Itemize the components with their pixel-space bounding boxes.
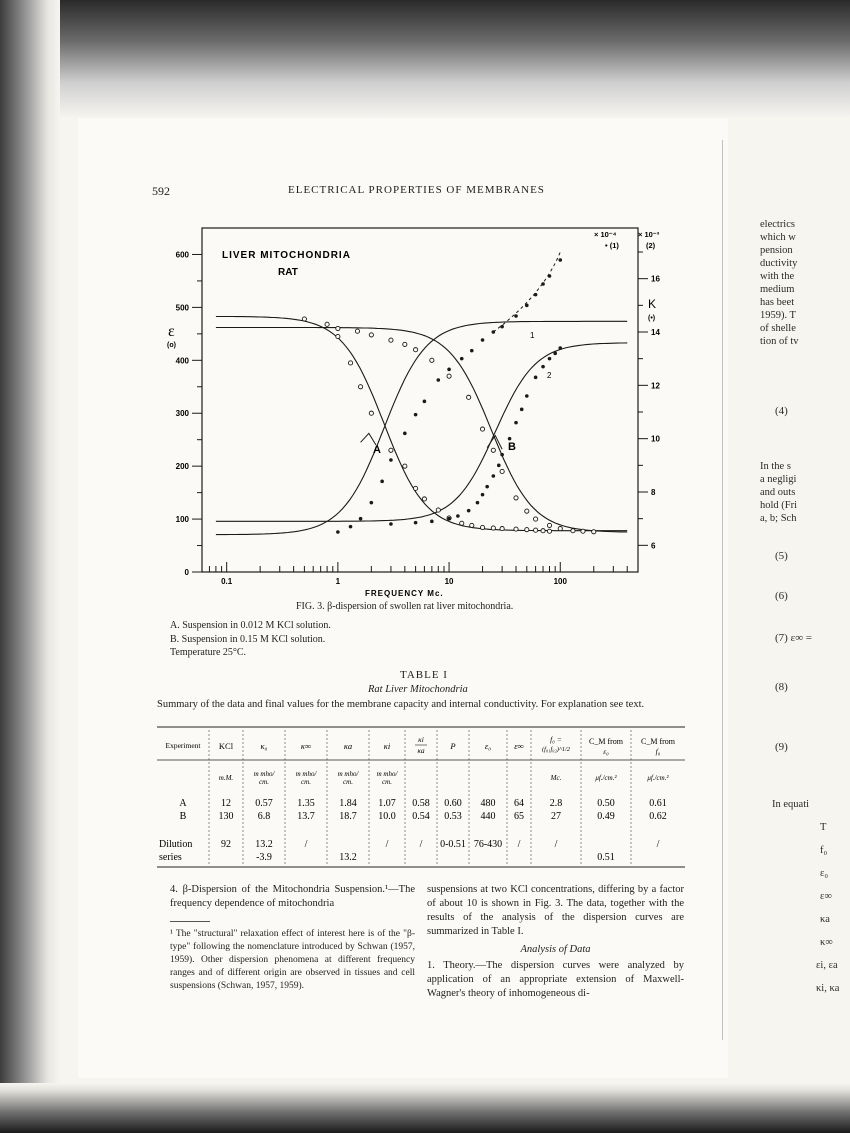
y-left-tick-label: 400 [175, 356, 189, 366]
table-cell-r2-c2: 13.2 [255, 839, 273, 850]
table-unit: cm. [259, 778, 269, 786]
chart-markers [302, 258, 596, 534]
table-header-11: C_M from [589, 737, 623, 746]
table-cell-r2-c12: / [656, 839, 660, 850]
data-point-1 [359, 517, 363, 521]
section-4-para: 4. β-Dispersion of the Mitochondria Suspension.¹—The frequency dependence of mitochondria [170, 884, 415, 909]
table-cell-r0-c12: 0.61 [649, 798, 667, 809]
data-point-2 [430, 520, 434, 524]
margin-line: ductivity [760, 258, 798, 269]
table-unit: m mho/ [376, 770, 398, 778]
data-point-A [369, 411, 373, 415]
table-header-12: f₀ [655, 747, 661, 756]
table-cell-r0-c5: 1.07 [378, 798, 396, 809]
data-point-2 [553, 352, 557, 356]
data-point-A [534, 528, 538, 532]
table-cell-r1-c7: 0.53 [444, 811, 462, 822]
continued-para: suspensions at two KCl concentrations, differing by a factor of about 10 is shown in Fig. 3. The data, together with the results of the analysis of the dispersion curves are summarized in Table I. [427, 884, 684, 937]
table-cell-r2-c0: Dilution [159, 839, 193, 850]
data-point-B [480, 427, 484, 431]
table-cell-r2-c10: / [554, 839, 558, 850]
margin-line: which w [760, 232, 796, 243]
data-point-B [525, 509, 529, 513]
table-header-9: ε∞ [514, 741, 524, 751]
curve-label-1: 1 [530, 331, 535, 340]
y-right-tick-label: 10 [651, 434, 660, 444]
margin-line: electrics [760, 219, 795, 230]
table-unit: μf./cm.² [647, 774, 669, 782]
data-point-A [358, 385, 362, 389]
adjacent-page-text-2 [760, 460, 797, 525]
y-left-tick-label: 500 [175, 303, 189, 313]
margin-line: a, b; Sch [760, 513, 797, 524]
y-right-tick-label: 8 [651, 488, 656, 497]
table-header-3: κ∞ [300, 741, 312, 751]
y-left-tick-label: 300 [175, 409, 189, 419]
data-point-B [336, 326, 340, 330]
table-cell-r0-c11: 0.50 [597, 798, 615, 809]
y-left-tick-label: 600 [175, 250, 189, 260]
y-right-tick-label: 16 [651, 274, 660, 284]
data-point-2 [476, 501, 480, 505]
table-cell-r2-c6: / [419, 839, 423, 850]
chart-frame [202, 228, 638, 572]
margin-line: 1959). T [760, 310, 796, 321]
data-point-1 [389, 458, 393, 462]
y-right-tick-label: 12 [651, 381, 660, 391]
y-left-tick-label: 200 [175, 462, 189, 472]
right-column [427, 883, 684, 1001]
table-subtitle: Rat Liver Mitochondria [368, 684, 468, 695]
data-point-1 [492, 330, 496, 334]
table-cell-r1-c1: 130 [218, 811, 234, 822]
data-point-B [447, 374, 451, 378]
table-cell-r2-c9: / [517, 839, 521, 850]
chart-ticks [176, 250, 661, 586]
curve-2-K [216, 343, 627, 521]
table-title: TABLE I [400, 669, 448, 681]
table-cell-r3-c11: 0.51 [597, 852, 615, 863]
data-point-1 [423, 400, 427, 404]
data-point-A [514, 527, 518, 531]
table-cell-r1-c11: 0.49 [597, 811, 615, 822]
margin-line: In the s [760, 461, 791, 472]
x-axis-label: FREQUENCY Mc. [365, 589, 444, 598]
figure-caption: FIG. 3. β-dispersion of swollen rat liver mitochondria. [296, 601, 514, 612]
scan-shadow-left [0, 0, 60, 1133]
data-point-B [491, 448, 495, 452]
margin-line: εi, εa [816, 960, 838, 971]
chart-subtitle: RAT [278, 267, 298, 278]
table-unit: μf./cm.² [595, 774, 617, 782]
table-cell-r0-c8: 480 [480, 798, 496, 809]
data-point-1 [436, 378, 440, 382]
margin-line: and outs [760, 487, 796, 498]
table-cell-r0-c3: 1.35 [297, 798, 315, 809]
margin-eq-4: (4) [775, 405, 788, 417]
data-point-B [403, 342, 407, 346]
table-cell-r0-c7: 0.60 [444, 798, 462, 809]
data-point-2 [447, 517, 451, 521]
table-header-10: f₀ = [550, 735, 562, 744]
table-cell-r2-c5: / [385, 839, 389, 850]
data-point-1 [414, 413, 418, 417]
table-unit: cm. [382, 778, 392, 786]
table-cells [157, 727, 685, 867]
margin-line: T [820, 822, 827, 833]
table-header-4: κa [343, 741, 353, 751]
data-point-A [460, 521, 464, 525]
y-left-label-sub: (o) [167, 342, 176, 349]
data-point-2 [534, 376, 538, 380]
curve-label-A: A [373, 444, 381, 456]
data-point-B [581, 529, 585, 533]
table-unit: m mho/ [295, 770, 317, 778]
data-point-A [480, 525, 484, 529]
table-cell-r0-c0: A [179, 798, 187, 809]
figure-3-chart [150, 220, 670, 610]
curve-B-eps [216, 328, 627, 533]
data-point-2 [508, 437, 512, 441]
table-unit: m mho/ [337, 770, 359, 778]
data-point-A [403, 464, 407, 468]
data-point-1 [548, 274, 552, 278]
curve-label-B: B [508, 441, 516, 453]
x-tick-label: 0.1 [221, 577, 233, 586]
running-head: ELECTRICAL PROPERTIES OF MEMBRANES [288, 184, 545, 196]
table-cell-r1-c12: 0.62 [649, 811, 667, 822]
data-point-B [413, 348, 417, 352]
margin-line: In equati [772, 799, 810, 810]
table-cell-r0-c9: 64 [514, 798, 524, 809]
table-cell-r2-c3: / [304, 839, 308, 850]
margin-line: tion of tv [760, 336, 799, 347]
table-header-7: P [450, 741, 456, 751]
data-point-1 [514, 314, 518, 318]
data-point-B [500, 469, 504, 473]
margin-eq-8: (8) [775, 681, 788, 693]
table-unit: cm. [343, 778, 353, 786]
table-summary: Summary of the data and final values for the membrane capacity and internal conductivity. For explanation see text. [157, 699, 645, 710]
chart-title: LIVER MITOCHONDRIA [222, 250, 351, 261]
data-point-1 [481, 338, 485, 342]
footnote: ¹ The "structural" relaxation effect of interest here is of the "β-type" following the nomenclature introduced by Schwan (1957, 1959). Other dispersion phenomena at different frequency ranges and of different origin are observed in tissues and cell suspensions (Schwan, 1957, 1959). [170, 929, 415, 991]
table-cell-r1-c0: B [179, 811, 187, 822]
y-left-tick-label: 100 [175, 515, 189, 525]
data-point-A [500, 527, 504, 531]
table-cell-r1-c2: 6.8 [257, 811, 271, 822]
margin-line: medium [760, 284, 795, 295]
table-cell-r0-c1: 12 [221, 798, 231, 809]
curve-1-dashed [493, 252, 560, 332]
data-point-1 [403, 432, 407, 436]
x-tick-label: 100 [553, 577, 567, 586]
table-unit: m.M. [218, 774, 234, 782]
data-point-1 [370, 501, 374, 505]
table-cell-r3-c0: series [159, 852, 182, 863]
margin-line: f₀ [820, 845, 828, 856]
table-header-12: C_M from [641, 737, 675, 746]
curve-1-K [216, 321, 627, 534]
margin-eq-5: (5) [775, 550, 788, 562]
legend-line-temp: Temperature 25°C. [170, 647, 247, 658]
data-point-B [430, 358, 434, 362]
table-cell-r1-c6: 0.54 [412, 811, 430, 822]
data-point-1 [460, 357, 464, 361]
margin-eq-9: (9) [775, 741, 788, 753]
margin-line: of shelle [760, 323, 796, 334]
data-point-A [302, 317, 306, 321]
data-point-1 [558, 258, 562, 262]
plot-border [202, 228, 638, 572]
right-scale-header-2: × 10⁻³ [638, 230, 660, 239]
curve-A-eps [216, 317, 627, 531]
legend-line-b: B. Suspension in 0.15 M KCl solution. [170, 633, 326, 645]
table-cell-r2-c1: 92 [221, 839, 231, 850]
table-header-10: (f₀₁f₀₂)^1/2 [541, 746, 571, 753]
data-point-2 [456, 514, 460, 518]
table-cell-r0-c6: 0.58 [412, 798, 430, 809]
right-scale-mark-2: (2) [646, 241, 656, 250]
data-point-2 [389, 522, 393, 526]
data-point-B [547, 523, 551, 527]
data-point-1 [470, 349, 474, 353]
data-point-2 [481, 493, 485, 497]
y-right-label-sub: (•) [648, 315, 656, 322]
table-cell-r1-c5: 10.0 [378, 811, 396, 822]
table-header-8: ε₀ [484, 741, 492, 751]
data-table [157, 726, 685, 868]
table-unit: m mho/ [253, 770, 275, 778]
table-cell-r1-c4: 18.7 [339, 811, 357, 822]
legend-line-a: A. Suspension in 0.012 M KCl solution. [170, 620, 331, 631]
curve-label-2: 2 [547, 371, 552, 380]
data-point-2 [558, 346, 562, 350]
table-header-6: κa [417, 746, 425, 755]
data-point-A [541, 529, 545, 533]
chart-curves [216, 252, 627, 535]
data-point-A [525, 528, 529, 532]
x-tick-label: 1 [335, 577, 341, 586]
y-right-tick-label: 6 [651, 541, 656, 551]
y-left-tick-label: 0 [184, 568, 189, 577]
table-cell-r0-c2: 0.57 [255, 798, 273, 809]
data-point-A [547, 529, 551, 533]
data-point-1 [541, 282, 545, 286]
theory-para: 1. Theory.—The dispersion curves were analyzed by application of an appropriate extension of Maxwell-Wagner's theory of inhomogeneous di- [427, 960, 684, 999]
gutter-line [722, 140, 723, 1040]
table-cell-r1-c10: 27 [551, 811, 561, 822]
margin-line: pension [760, 245, 793, 256]
table-header-11: ε₀ [603, 747, 609, 756]
data-point-B [571, 529, 575, 533]
table-cell-r1-c8: 440 [480, 811, 496, 822]
data-point-B [389, 338, 393, 342]
margin-eq-7: (7) ε∞ = [775, 632, 812, 644]
table-cell-r1-c3: 13.7 [297, 811, 315, 822]
margin-line: κ∞ [820, 937, 833, 948]
table-unit: Mc. [550, 774, 562, 782]
data-point-B [467, 395, 471, 399]
data-point-B [355, 329, 359, 333]
data-point-B [592, 530, 596, 534]
data-point-2 [414, 521, 418, 525]
data-point-A [325, 322, 329, 326]
margin-line: κi, κa [816, 983, 840, 994]
scan-shadow-bottom [0, 1083, 850, 1133]
data-point-1 [447, 368, 451, 372]
data-point-1 [349, 525, 353, 529]
x-tick-label: 10 [444, 577, 454, 586]
table-cell-r2-c7: 0-0.51 [440, 839, 466, 850]
adjacent-page-symbols [772, 793, 839, 1000]
right-scale-mark-1: • (1) [605, 241, 619, 250]
table-header-6: κi [418, 735, 424, 744]
page-number: 592 [152, 184, 170, 198]
data-point-2 [514, 421, 518, 425]
margin-eq-6: (6) [775, 590, 788, 602]
data-point-2 [520, 408, 524, 412]
table-header-0: Experiment [165, 741, 201, 750]
table-header-2: κ₀ [260, 741, 268, 751]
adjacent-page-text [760, 218, 799, 348]
margin-line: a negligi [760, 474, 797, 485]
figure-legend [170, 619, 331, 660]
data-point-2 [467, 509, 471, 513]
margin-line: with the [760, 271, 795, 282]
data-point-1 [500, 325, 504, 329]
data-point-A [389, 448, 393, 452]
data-point-A [336, 334, 340, 338]
table-cell-r3-c2: -3.9 [256, 852, 272, 863]
footnote-rule [170, 921, 210, 922]
y-left-label: ε [168, 323, 175, 340]
table-cell-r2-c8: 76-430 [473, 839, 503, 850]
margin-line: ε∞ [820, 891, 832, 902]
data-point-2 [485, 485, 489, 489]
data-point-2 [500, 453, 504, 457]
data-point-2 [497, 464, 501, 468]
data-point-B [534, 517, 538, 521]
data-point-2 [541, 365, 545, 369]
data-point-A [470, 523, 474, 527]
table-unit: cm. [301, 778, 311, 786]
data-point-A [436, 508, 440, 512]
data-point-B [514, 496, 518, 500]
data-point-1 [380, 480, 384, 484]
data-point-A [413, 486, 417, 490]
data-point-2 [492, 474, 496, 478]
data-point-A [491, 526, 495, 530]
section-heading: Analysis of Data [520, 944, 591, 955]
y-right-label: K [648, 297, 657, 311]
data-point-A [422, 497, 426, 501]
data-point-B [369, 333, 373, 337]
data-point-A [348, 361, 352, 365]
left-column [170, 883, 415, 993]
right-scale-header-1: × 10⁻⁴ [594, 230, 617, 239]
table-cell-r3-c4: 13.2 [339, 852, 357, 863]
table-cell-r0-c4: 1.84 [339, 798, 357, 809]
table-header-1: KCl [218, 741, 234, 751]
data-point-2 [548, 357, 552, 361]
scan-shadow-top [0, 0, 850, 118]
table-header-5: κi [383, 741, 391, 751]
margin-line: hold (Fri [760, 500, 798, 511]
table-cell-r0-c10: 2.8 [549, 798, 563, 809]
data-point-1 [525, 304, 529, 308]
data-point-B [558, 527, 562, 531]
data-point-1 [336, 530, 340, 534]
y-right-tick-label: 14 [651, 328, 660, 337]
table-cell-r1-c9: 65 [514, 811, 524, 822]
data-point-2 [525, 394, 529, 398]
data-point-1 [534, 293, 538, 297]
margin-line: κa [820, 914, 830, 925]
margin-line: has beet [760, 297, 795, 308]
margin-line: ε₀ [820, 868, 829, 879]
